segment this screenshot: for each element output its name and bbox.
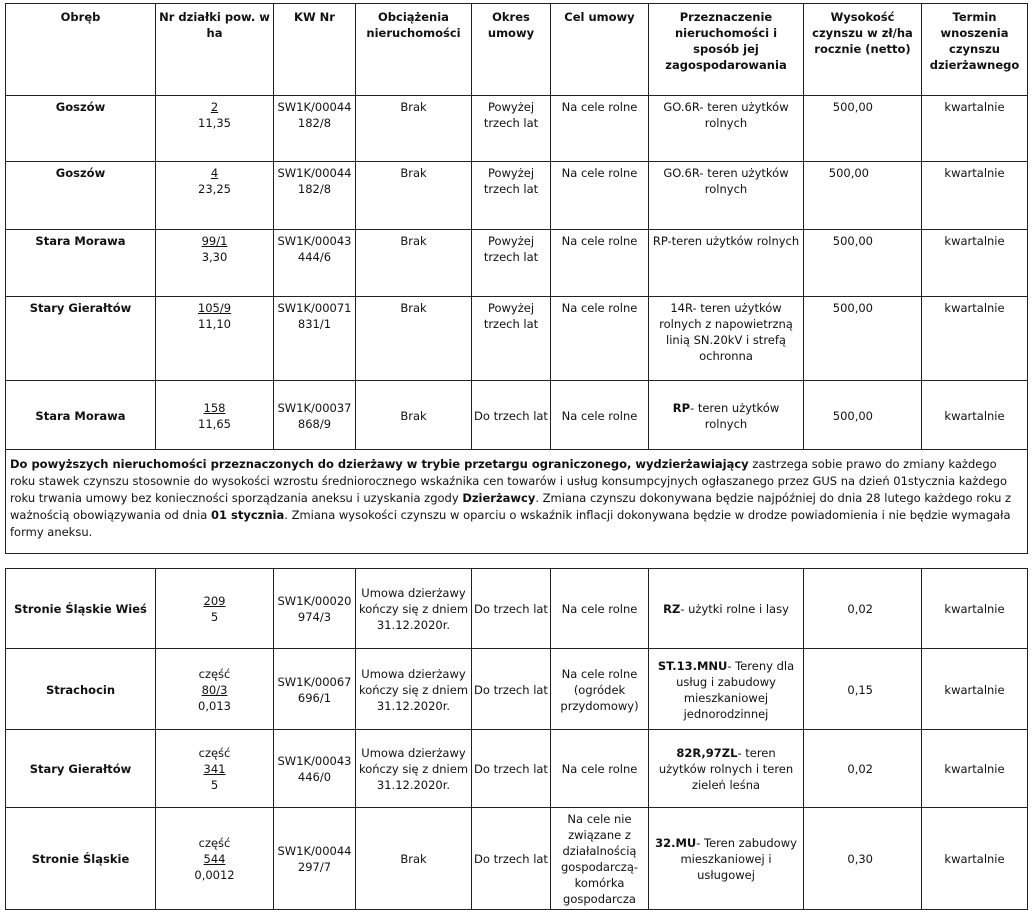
header-przeznaczenie: Przeznaczenie nieruchomości i sposób jej zagospodarowania xyxy=(649,4,804,96)
header-termin: Termin wnoszenia czynszu dzierżawnego xyxy=(922,4,1028,96)
cell-przeznaczenie xyxy=(649,297,804,381)
cell-czynsz: 500,00 xyxy=(804,96,922,162)
zoning-code: ST.13.MNU xyxy=(657,658,728,673)
zoning-desc: 14R- teren użytków rolnych z napowietrzną linią SN.20kV i strefą ochronna xyxy=(659,301,793,363)
cell-obreb: Stronie Śląskie Wieś xyxy=(6,569,156,649)
parcel-number: 158 xyxy=(203,400,226,415)
table-row xyxy=(6,649,1028,730)
cell-przeznaczenie xyxy=(649,569,804,649)
cell-okres: Powyżej trzech lat xyxy=(472,162,551,230)
cell-okres: Powyżej trzech lat xyxy=(472,230,551,297)
kw-suffix: 182/8 xyxy=(297,116,332,130)
kw-suffix: 182/8 xyxy=(297,182,332,196)
zoning-code: 82R,97ZL xyxy=(676,746,738,760)
table-row xyxy=(6,96,1028,162)
kw-suffix: 868/9 xyxy=(297,416,332,431)
cell-czynsz: 0,02 xyxy=(804,569,922,649)
table-row xyxy=(6,297,1028,381)
parcel-area: 3,30 xyxy=(201,250,228,264)
parcel-area: 0,0012 xyxy=(194,868,235,882)
cell-okres: Powyżej trzech lat xyxy=(472,297,551,381)
parcel-area: 11,65 xyxy=(198,416,231,431)
table-row xyxy=(6,730,1028,808)
cell-czynsz: 500,00 xyxy=(804,230,922,297)
cell-obciazenia: Umowa dzierżawy kończy się z dniem 31.12.2020r. xyxy=(356,649,472,730)
header-obreb: Obręb xyxy=(6,4,156,96)
cell-termin: kwartalnie xyxy=(922,569,1028,649)
parcel-number: 80/3 xyxy=(201,682,228,697)
table-row xyxy=(6,162,1028,230)
cell-przeznaczenie xyxy=(649,381,804,450)
cell-obciazenia: Umowa dzierżawy kończy się z dniem 31.12.2020r. xyxy=(356,569,472,649)
parcel-number: 544 xyxy=(203,852,226,866)
parcel-area: 23,25 xyxy=(198,182,231,196)
cell-termin: kwartalnie xyxy=(922,381,1028,450)
cell-cel: Na cele rolne xyxy=(551,96,649,162)
cell-termin: kwartalnie xyxy=(922,162,1028,230)
cell-cel: Na cele rolne xyxy=(551,297,649,381)
kw-suffix: 974/3 xyxy=(297,610,332,624)
kw-number: SW1K/00071 xyxy=(277,301,352,315)
cell-obciazenia: Brak xyxy=(356,162,472,230)
cell-nr-dzialki xyxy=(156,730,274,808)
zoning-desc: - teren użytków rolnych xyxy=(690,400,780,431)
kw-number: SW1K/00044 xyxy=(277,844,352,858)
kw-suffix: 696/1 xyxy=(297,690,332,705)
cell-obciazenia: Brak xyxy=(356,297,472,381)
parcel-part-label: część xyxy=(198,666,231,681)
zoning-desc: - Tereny dla usług i zabudowy mieszkaniowej jednorodzinnej xyxy=(676,658,795,721)
zoning-desc: - Teren zabudowy mieszkaniowej i usługowej xyxy=(680,836,797,882)
header-czynsz: Wysokość czynszu w zł/ha rocznie (netto) xyxy=(804,4,922,96)
cell-obreb: Stary Gierałtów xyxy=(6,730,156,808)
cell-czynsz: 500,00 xyxy=(804,162,922,230)
cell-nr-dzialki xyxy=(156,96,274,162)
cell-cel: Na cele rolne xyxy=(551,230,649,297)
parcel-number: 341 xyxy=(203,762,226,776)
parcel-area: 5 xyxy=(210,778,219,792)
kw-number: SW1K/00067 xyxy=(277,674,352,689)
zoning-desc: - teren użytków rolnych i teren zieleń leśna xyxy=(658,746,794,792)
cell-czynsz: 500,00 xyxy=(804,381,922,450)
cell-nr-dzialki xyxy=(156,162,274,230)
note-bold-2: Dzierżawcy xyxy=(462,491,536,505)
parcel-part-label: część xyxy=(198,746,231,760)
cell-kw xyxy=(274,230,356,297)
cell-termin: kwartalnie xyxy=(922,730,1028,808)
cell-czynsz: 0,02 xyxy=(804,730,922,808)
cell-kw xyxy=(274,381,356,450)
parcel-number: 209 xyxy=(203,594,226,608)
cell-obciazenia: Brak xyxy=(356,230,472,297)
note-text-1: zastrzega sobie prawo do zmiany każdego roku stawek czynszu stosownie do wysokości wzrostu średniorocznego wskaźnika cen towarów i usług konsumpcyjnych ogłaszanego przez GUS na dzień 01stycznia każdego roku trwania umowy bez konieczności sporządzania aneksu i uzyskania zgody xyxy=(10,457,1008,505)
cell-cel: Na cele rolne xyxy=(551,162,649,230)
lease-table-page xyxy=(5,3,1027,910)
cell-cel: Na cele rolne (ogródek przydomowy) xyxy=(551,649,649,730)
kw-number: SW1K/00043 xyxy=(277,754,352,768)
cell-kw xyxy=(274,569,356,649)
zoning-code: 32.MU xyxy=(655,836,697,850)
parcel-number: 2 xyxy=(210,100,219,114)
parcel-part-label: część xyxy=(198,836,231,850)
parcel-area: 11,35 xyxy=(198,116,231,130)
cell-czynsz: 0,15 xyxy=(804,649,922,730)
header-cel: Cel umowy xyxy=(551,4,649,96)
cell-obciazenia: Brak xyxy=(356,96,472,162)
cell-termin: kwartalnie xyxy=(922,230,1028,297)
zoning-desc: GO.6R- teren użytków rolnych xyxy=(663,100,789,130)
cell-nr-dzialki xyxy=(156,569,274,649)
cell-okres: Do trzech lat xyxy=(472,381,551,450)
cell-obreb: Stary Gierałtów xyxy=(6,297,156,381)
cell-okres: Powyżej trzech lat xyxy=(472,96,551,162)
cell-obreb: Goszów xyxy=(6,162,156,230)
cell-okres: Do trzech lat xyxy=(472,730,551,808)
cell-okres: Do trzech lat xyxy=(472,808,551,910)
cell-przeznaczenie xyxy=(649,96,804,162)
cell-obciazenia: Umowa dzierżawy kończy się z dniem 31.12.2020r. xyxy=(356,730,472,808)
cell-obreb: Stara Morawa xyxy=(6,381,156,450)
kw-number: SW1K/00043 xyxy=(277,234,352,248)
note-text-2: . Zmiana czynszu dokonywana będzie najpóźniej do dnia 28 lutego każdego roku z ważnością obowiązywania od dnia xyxy=(10,491,1012,522)
kw-suffix: 831/1 xyxy=(297,317,332,331)
lease-table xyxy=(5,3,1028,554)
parcel-number: 99/1 xyxy=(201,234,228,248)
parcel-area: 5 xyxy=(210,610,219,624)
lease-table-section-b xyxy=(5,568,1028,910)
cell-termin: kwartalnie xyxy=(922,96,1028,162)
table-row xyxy=(6,381,1028,450)
cell-obciazenia: Brak xyxy=(356,381,472,450)
cell-obreb: Stronie Śląskie xyxy=(6,808,156,910)
parcel-area: 0,013 xyxy=(198,698,231,713)
cell-obreb: Stara Morawa xyxy=(6,230,156,297)
cell-termin: kwartalnie xyxy=(922,808,1028,910)
cell-kw xyxy=(274,730,356,808)
cell-kw xyxy=(274,297,356,381)
kw-number: SW1K/00037 xyxy=(277,400,352,415)
note-row xyxy=(6,450,1028,554)
cell-nr-dzialki xyxy=(156,381,274,450)
cell-przeznaczenie xyxy=(649,649,804,730)
cell-nr-dzialki xyxy=(156,297,274,381)
cell-obciazenia: Brak xyxy=(356,808,472,910)
kw-number: SW1K/00044 xyxy=(277,100,352,114)
cell-obreb: Strachocin xyxy=(6,649,156,730)
cell-obreb: Goszów xyxy=(6,96,156,162)
cell-przeznaczenie xyxy=(649,230,804,297)
cell-przeznaczenie xyxy=(649,808,804,910)
note-bold-3: 01 stycznia xyxy=(211,508,285,522)
table-row xyxy=(6,230,1028,297)
cell-przeznaczenie xyxy=(649,162,804,230)
cell-cel: Na cele nie związane z działalnością gospodarczą- komórka gospodarcza xyxy=(551,808,649,910)
cell-nr-dzialki xyxy=(156,808,274,910)
zoning-desc: - użytki rolne i lasy xyxy=(680,602,789,616)
parcel-number: 105/9 xyxy=(197,301,232,315)
header-row xyxy=(6,4,1028,96)
header-nr-dzialki: Nr działki pow. w ha xyxy=(156,4,274,96)
kw-number: SW1K/00044 xyxy=(277,166,352,180)
cell-kw xyxy=(274,649,356,730)
cell-kw xyxy=(274,808,356,910)
cell-cel: Na cele rolne xyxy=(551,569,649,649)
note-bold-1: Do powyższych nieruchomości przeznaczonych do dzierżawy w trybie przetargu ograniczonego, wydzierżawiający xyxy=(10,457,749,471)
zoning-code: RZ xyxy=(663,602,681,616)
cell-nr-dzialki xyxy=(156,230,274,297)
cell-czynsz: 0,30 xyxy=(804,808,922,910)
kw-suffix: 446/0 xyxy=(297,770,332,784)
header-kw: KW Nr xyxy=(274,4,356,96)
cell-kw xyxy=(274,96,356,162)
cell-cel: Na cele rolne xyxy=(551,381,649,450)
kw-suffix: 297/7 xyxy=(297,860,332,874)
cell-okres: Do trzech lat xyxy=(472,649,551,730)
note-text-3: . Zmiana wysokości czynszu w oparciu o wskaźnik inflacji dokonywana będzie w drodze powiadomienia i nie będzie wymagała formy aneksu. xyxy=(10,508,1011,539)
table-row xyxy=(6,808,1028,910)
parcel-area: 11,10 xyxy=(198,317,231,331)
cell-okres: Do trzech lat xyxy=(472,569,551,649)
zoning-desc: RP-teren użytków rolnych xyxy=(652,234,800,248)
cell-kw xyxy=(274,162,356,230)
kw-number: SW1K/00020 xyxy=(277,594,352,608)
rent-adjustment-note xyxy=(6,450,1028,554)
cell-przeznaczenie xyxy=(649,730,804,808)
table-row xyxy=(6,569,1028,649)
cell-cel: Na cele rolne xyxy=(551,730,649,808)
kw-suffix: 444/6 xyxy=(297,250,332,264)
cell-czynsz: 500,00 xyxy=(804,297,922,381)
zoning-desc: GO.6R- teren użytków rolnych xyxy=(663,166,789,196)
cell-termin: kwartalnie xyxy=(922,649,1028,730)
cell-termin: kwartalnie xyxy=(922,297,1028,381)
cell-nr-dzialki xyxy=(156,649,274,730)
zoning-code: RP xyxy=(672,400,691,415)
header-okres: Okres umowy xyxy=(472,4,551,96)
header-obciazenia: Obciążenia nieruchomości xyxy=(356,4,472,96)
parcel-number: 4 xyxy=(210,166,219,180)
